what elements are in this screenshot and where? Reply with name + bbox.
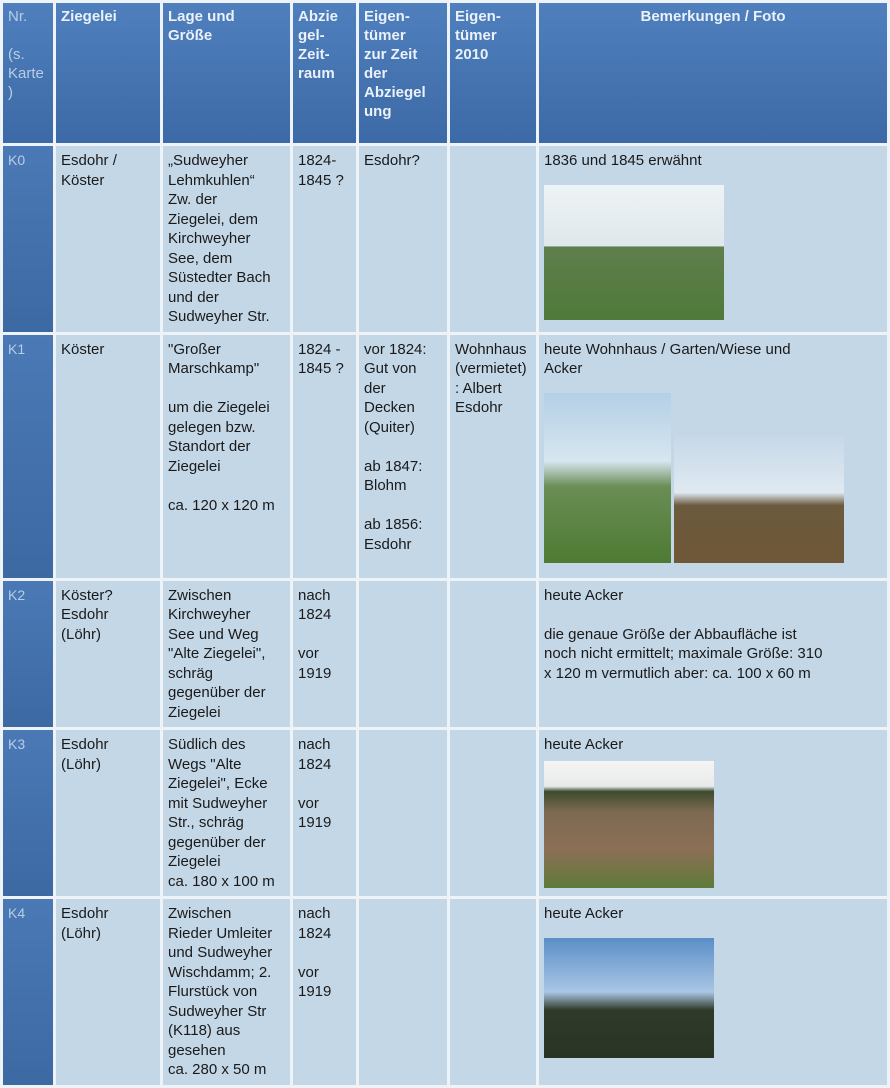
row-bemerkungen: [539, 730, 887, 896]
row-nr: K1: [3, 335, 53, 578]
row-nr: K4: [3, 899, 53, 1085]
row-zeitraum: nach 1824 vor 1919: [293, 899, 356, 1085]
header-eigentuemer-2010: Eigen- tümer 2010: [450, 3, 536, 143]
header-eigentuemer-zeit: Eigen- tümer zur Zeit der Abziegel ung: [359, 3, 447, 143]
row-eigentuemer-zeit: vor 1824: Gut von der Decken (Quiter) ab 1847: Blohm ab 1856: Esdohr: [359, 335, 447, 578]
photo-group: [544, 393, 882, 563]
row-bemerkungen: heute Acker die genaue Größe der Abbaufläche ist noch nicht ermittelt; maximale Größe: 310 x 120 m vermutlich aber: ca. 100 x 60 m: [539, 581, 887, 728]
landscape-photo: [544, 761, 714, 888]
row-lage: "Großer Marschkamp" um die Ziegelei gelegen bzw. Standort der Ziegelei ca. 120 x 120 m: [163, 335, 290, 578]
landscape-photo: [544, 938, 714, 1058]
row-eigentuemer-zeit: [359, 581, 447, 728]
row-eigentuemer-zeit: [359, 899, 447, 1085]
table-row: [3, 581, 887, 728]
row-bemerkungen: [539, 899, 887, 1085]
bemerkungen-text: heute Acker: [544, 736, 624, 753]
landscape-photo: [544, 185, 724, 320]
bemerkungen-text: heute Acker: [544, 905, 624, 922]
row-lage: Zwischen Kirchweyher See und Weg "Alte Ziegelei", schräg gegenüber der Ziegelei: [163, 581, 290, 728]
row-ziegelei: Esdohr / Köster: [56, 146, 160, 332]
row-ziegelei: Esdohr (Löhr): [56, 730, 160, 896]
row-zeitraum: nach 1824 vor 1919: [293, 581, 356, 728]
header-nr: Nr. (s. Karte ): [3, 3, 53, 143]
row-nr: K2: [3, 581, 53, 728]
header-zeitraum: Abzie gel- Zeit- raum: [293, 3, 356, 143]
row-zeitraum: nach 1824 vor 1919: [293, 730, 356, 896]
bemerkungen-text: 1836 und 1845 erwähnt: [544, 152, 702, 169]
row-bemerkungen: [539, 335, 887, 578]
row-nr: K3: [3, 730, 53, 896]
row-eigentuemer-2010: [450, 146, 536, 332]
row-zeitraum: 1824- 1845 ?: [293, 146, 356, 332]
photo-group: [544, 185, 882, 320]
row-lage: Zwischen Rieder Umleiter und Sudweyher Wischdamm; 2. Flurstück von Sudweyher Str (K118) aus gesehen ca. 280 x 50 m: [163, 899, 290, 1085]
photo-group: [544, 938, 882, 1058]
header-bemerkungen: Bemerkungen / Foto: [539, 3, 887, 143]
row-eigentuemer-2010: [450, 899, 536, 1085]
row-eigentuemer-2010: Wohnhaus (vermietet) : Albert Esdohr: [450, 335, 536, 578]
table-row: [3, 899, 887, 1085]
header-lage: Lage und Größe: [163, 3, 290, 143]
landscape-photo: [544, 393, 671, 563]
row-ziegelei: Esdohr (Löhr): [56, 899, 160, 1085]
table-row: [3, 730, 887, 896]
row-eigentuemer-2010: [450, 581, 536, 728]
row-ziegelei: Köster? Esdohr (Löhr): [56, 581, 160, 728]
row-bemerkungen: [539, 146, 887, 332]
bemerkungen-text: heute Wohnhaus / Garten/Wiese und Acker: [544, 340, 791, 377]
photo-group: [544, 761, 882, 888]
row-ziegelei: Köster: [56, 335, 160, 578]
row-lage: Südlich des Wegs "Alte Ziegelei", Ecke mit Sudweyher Str., schräg gegenüber der Ziegelei ca. 180 x 100 m: [163, 730, 290, 896]
row-eigentuemer-zeit: Esdohr?: [359, 146, 447, 332]
landscape-photo: [674, 435, 844, 563]
header-ziegelei: Ziegelei: [56, 3, 160, 143]
header-row: [3, 3, 887, 143]
row-eigentuemer-2010: [450, 730, 536, 896]
row-lage: „Sudweyher Lehmkuhlen“ Zw. der Ziegelei, dem Kirchweyher See, dem Süstedter Bach und der Sudweyher Str.: [163, 146, 290, 332]
table-row: [3, 335, 887, 578]
row-eigentuemer-zeit: [359, 730, 447, 896]
table-row: [3, 146, 887, 332]
row-nr: K0: [3, 146, 53, 332]
row-zeitraum: 1824 - 1845 ?: [293, 335, 356, 578]
